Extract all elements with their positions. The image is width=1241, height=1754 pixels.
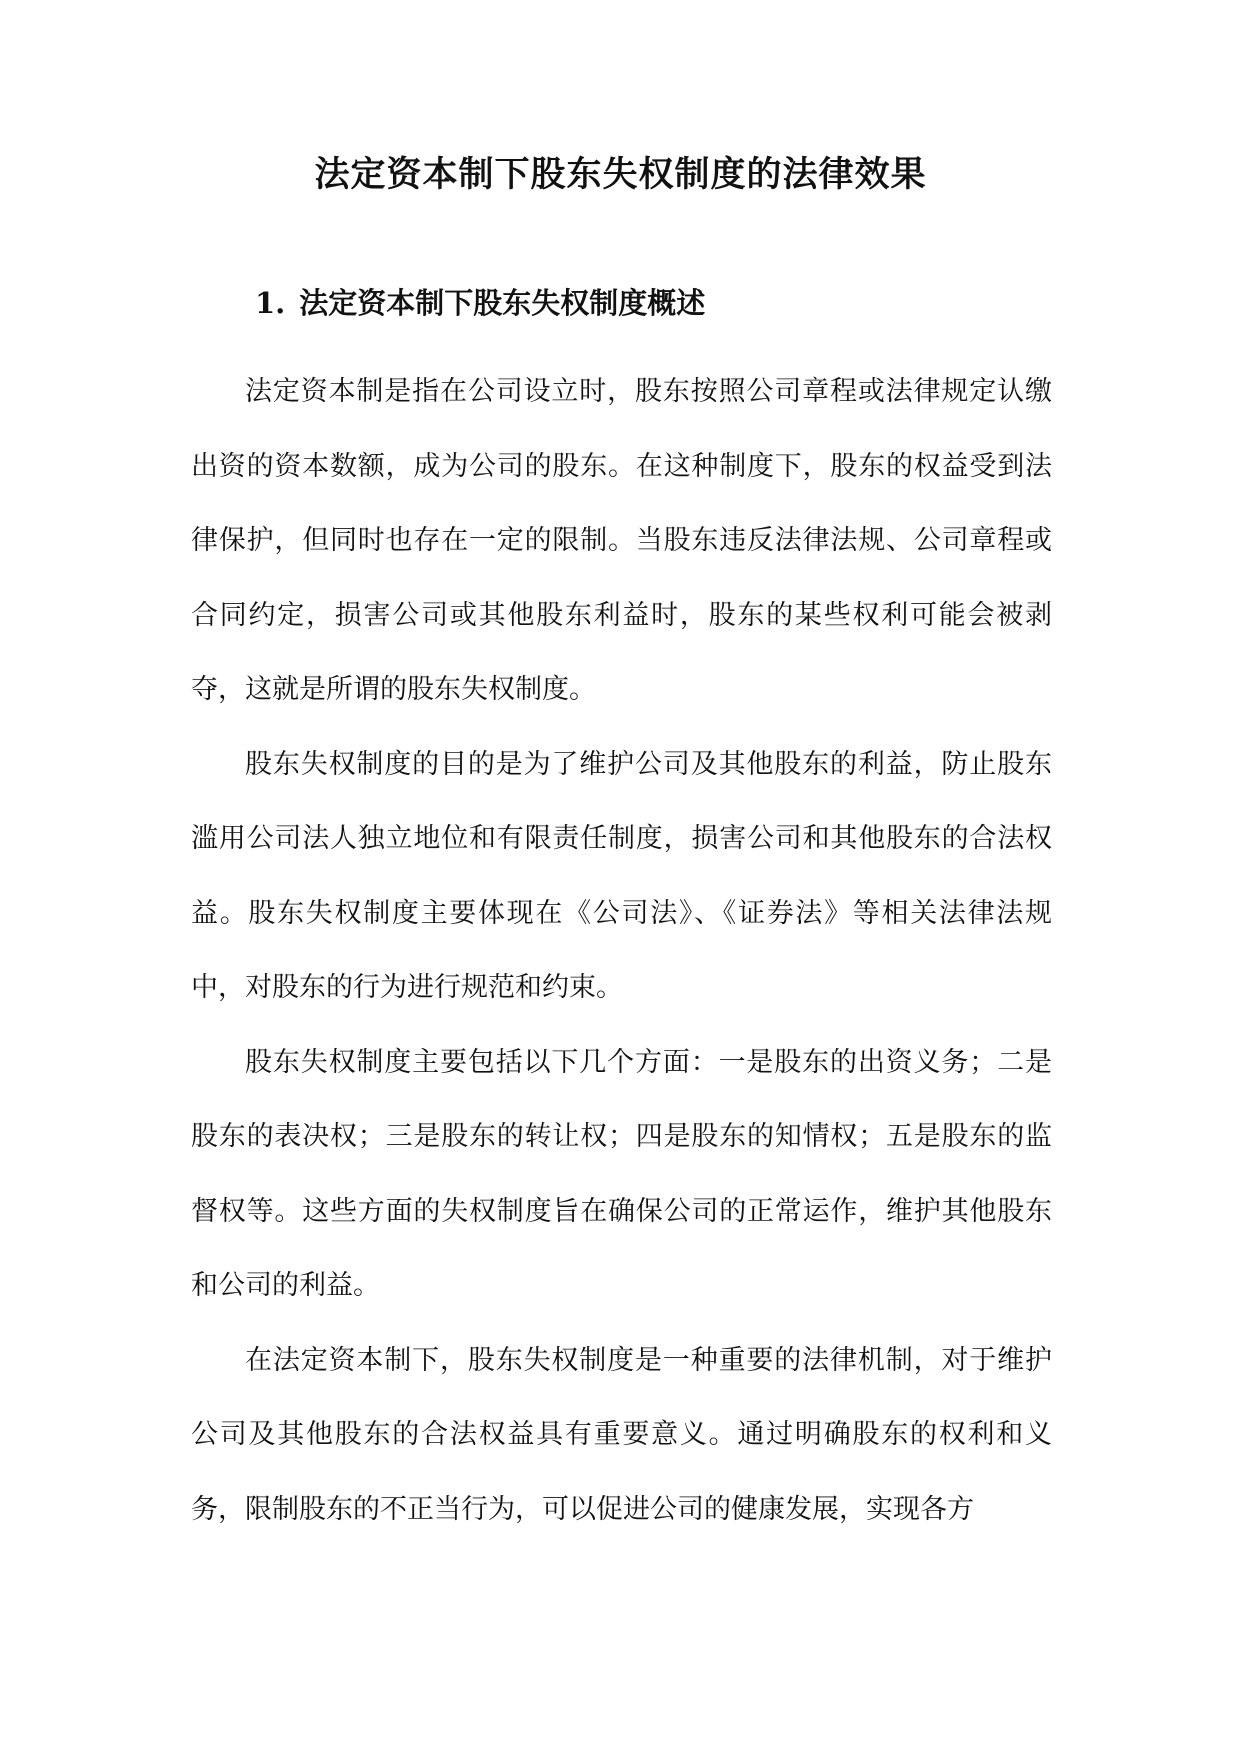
paragraph-2: 股东失权制度的目的是为了维护公司及其他股东的利益，防止股东滥用公司法人独立地位和有限责任制度，损害公司和其他股东的合法权益。股东失权制度主要体现在《公司法》、《证券法》等相关法律法规中，对股东的行为进行规范和约束。 <box>191 748 1052 1003</box>
document-title: 法定资本制下股东失权制度的法律效果 <box>314 154 927 195</box>
section-heading-text: 法定资本制下股东失权制度概述 <box>299 286 706 320</box>
section-number: 1. <box>255 286 286 320</box>
section-heading <box>255 278 705 328</box>
paragraph-3: 股东失权制度主要包括以下几个方面：一是股东的出资义务；二是股东的表决权；三是股东的转让权；四是股东的知情权；五是股东的监督权等。这些方面的失权制度旨在确保公司的正常运作，维护其他股东和公司的利益。 <box>191 1046 1052 1301</box>
body-text <box>191 355 1052 1547</box>
paragraph-1: 法定资本制是指在公司设立时，股东按照公司章程或法律规定认缴出资的资本数额，成为公司的股东。在这种制度下，股东的权益受到法律保护，但同时也存在一定的限制。当股东违反法律法规、公司章程或合同约定，损害公司或其他股东利益时，股东的某些权利可能会被剥夺，这就是所谓的股东失权制度。 <box>191 376 1052 705</box>
paragraph-4: 在法定资本制下，股东失权制度是一种重要的法律机制，对于维护公司及其他股东的合法权益具有重要意义。通过明确股东的权利和义务，限制股东的不正当行为，可以促进公司的健康发展，实现各方 <box>191 1344 1052 1525</box>
